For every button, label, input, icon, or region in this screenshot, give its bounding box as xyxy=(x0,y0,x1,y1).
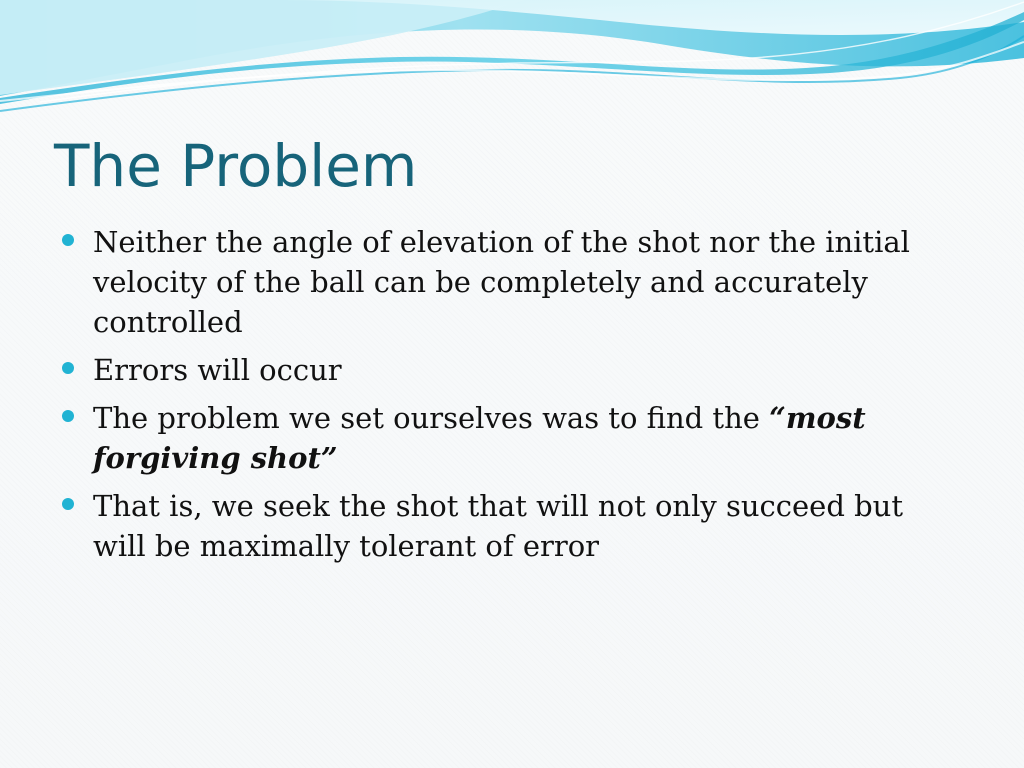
bullet-dot-icon xyxy=(62,362,74,374)
bullet-text: Errors will occur xyxy=(93,353,342,387)
bullet-dot-icon xyxy=(62,234,74,246)
bullet-item-errors xyxy=(62,350,962,390)
slide-title: The Problem xyxy=(54,132,418,200)
wave-header-decoration xyxy=(0,0,1024,120)
bullet-item-error-tolerance xyxy=(62,486,962,566)
bullet-item-most-forgiving-shot xyxy=(62,398,962,478)
bullet-text-prefix: The problem we set ourselves was to find the xyxy=(93,401,770,435)
emphasis-open-quote: “ xyxy=(769,401,786,435)
emphasis-text: most forgiving shot xyxy=(93,401,866,475)
emphasis-close-quote: ” xyxy=(320,441,338,475)
bullet-item-control-error xyxy=(62,222,962,342)
bullet-list xyxy=(62,222,962,574)
bullet-dot-icon xyxy=(62,410,74,422)
bullet-text: Neither the angle of elevation of the shot nor the initial velocity of the ball can be completely and accurately controlled xyxy=(93,225,910,339)
bullet-dot-icon xyxy=(62,498,74,510)
bullet-text: That is, we seek the shot that will not only succeed but will be maximally tolerant of error xyxy=(93,489,904,563)
